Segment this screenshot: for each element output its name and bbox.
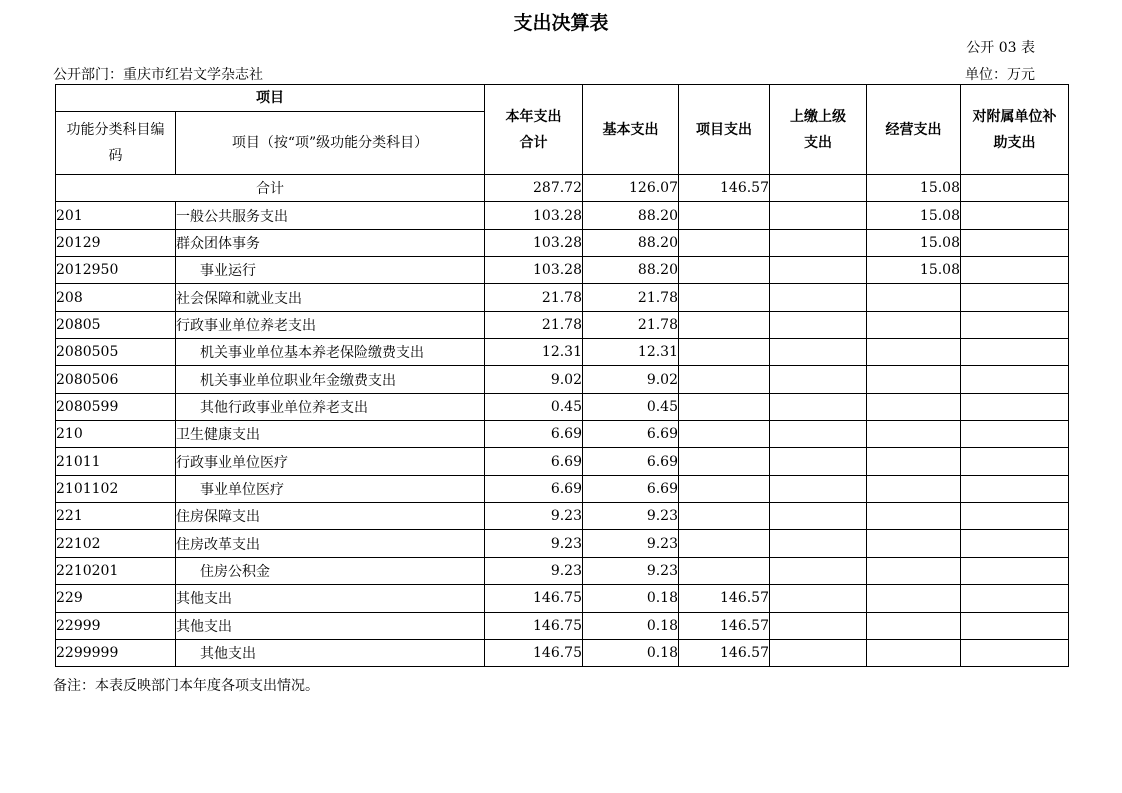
row-total: 103.28 xyxy=(485,202,583,229)
row-project xyxy=(679,311,770,338)
table-row xyxy=(56,257,1069,284)
row-name: 事业单位医疗 xyxy=(176,475,485,502)
form-number: 公开 03 表 xyxy=(966,40,1035,56)
row-name: 机关事业单位基本养老保险缴费支出 xyxy=(176,339,485,366)
row-subsidy xyxy=(961,585,1069,612)
row-name: 群众团体事务 xyxy=(176,229,485,256)
table-row xyxy=(56,366,1069,393)
row-code: 210 xyxy=(56,421,176,448)
row-subsidy xyxy=(961,393,1069,420)
row-project xyxy=(679,448,770,475)
row-total: 146.75 xyxy=(485,639,583,666)
row-upper xyxy=(770,284,867,311)
row-business: 15.08 xyxy=(867,202,961,229)
table-row xyxy=(56,448,1069,475)
row-name: 事业运行 xyxy=(176,257,485,284)
row-project xyxy=(679,202,770,229)
row-basic: 88.20 xyxy=(583,202,679,229)
row-business xyxy=(867,284,961,311)
total-row xyxy=(56,175,1069,202)
row-business xyxy=(867,557,961,584)
row-upper xyxy=(770,530,867,557)
row-business xyxy=(867,448,961,475)
row-name: 住房改革支出 xyxy=(176,530,485,557)
row-name: 行政事业单位养老支出 xyxy=(176,311,485,338)
row-total: 146.75 xyxy=(485,612,583,639)
row-subsidy xyxy=(961,284,1069,311)
row-project: 146.57 xyxy=(679,612,770,639)
row-business xyxy=(867,311,961,338)
row-subsidy xyxy=(961,202,1069,229)
row-project xyxy=(679,393,770,420)
row-project xyxy=(679,503,770,530)
row-business xyxy=(867,585,961,612)
total-basic: 126.07 xyxy=(583,175,679,202)
row-business: 15.08 xyxy=(867,229,961,256)
row-code: 20805 xyxy=(56,311,176,338)
row-code: 2101102 xyxy=(56,475,176,502)
row-basic: 21.78 xyxy=(583,311,679,338)
row-subsidy xyxy=(961,339,1069,366)
row-code: 2012950 xyxy=(56,257,176,284)
row-code: 221 xyxy=(56,503,176,530)
row-name: 机关事业单位职业年金缴费支出 xyxy=(176,366,485,393)
table-row xyxy=(56,339,1069,366)
table-row xyxy=(56,284,1069,311)
row-basic: 6.69 xyxy=(583,475,679,502)
row-project xyxy=(679,339,770,366)
row-basic: 9.23 xyxy=(583,530,679,557)
row-upper xyxy=(770,639,867,666)
row-basic: 6.69 xyxy=(583,421,679,448)
row-upper xyxy=(770,503,867,530)
row-name: 一般公共服务支出 xyxy=(176,202,485,229)
row-basic: 0.18 xyxy=(583,612,679,639)
row-total: 9.02 xyxy=(485,366,583,393)
row-project xyxy=(679,366,770,393)
row-basic: 9.02 xyxy=(583,366,679,393)
header-code: 功能分类科目编码 xyxy=(56,112,176,175)
row-subsidy xyxy=(961,503,1069,530)
row-total: 0.45 xyxy=(485,393,583,420)
row-business xyxy=(867,530,961,557)
row-upper xyxy=(770,339,867,366)
row-upper xyxy=(770,393,867,420)
row-basic: 88.20 xyxy=(583,257,679,284)
row-total: 6.69 xyxy=(485,475,583,502)
row-name: 卫生健康支出 xyxy=(176,421,485,448)
row-basic: 88.20 xyxy=(583,229,679,256)
row-basic: 9.23 xyxy=(583,557,679,584)
table-row xyxy=(56,421,1069,448)
row-code: 2080599 xyxy=(56,393,176,420)
row-upper xyxy=(770,585,867,612)
row-subsidy xyxy=(961,257,1069,284)
row-business xyxy=(867,503,961,530)
row-subsidy xyxy=(961,448,1069,475)
table-row xyxy=(56,503,1069,530)
row-upper xyxy=(770,421,867,448)
header-upper: 上缴上级支出 xyxy=(770,85,867,175)
table-row xyxy=(56,229,1069,256)
header-project: 项目支出 xyxy=(679,85,770,175)
footnote: 备注：本表反映部门本年度各项支出情况。 xyxy=(53,678,319,694)
row-subsidy xyxy=(961,421,1069,448)
row-business: 15.08 xyxy=(867,257,961,284)
header-total: 本年支出合计 xyxy=(485,85,583,175)
row-upper xyxy=(770,475,867,502)
expenditure-table xyxy=(55,84,1069,667)
row-business xyxy=(867,421,961,448)
table-row xyxy=(56,475,1069,502)
row-total: 103.28 xyxy=(485,229,583,256)
row-business xyxy=(867,639,961,666)
row-upper xyxy=(770,229,867,256)
row-name: 住房公积金 xyxy=(176,557,485,584)
row-project: 146.57 xyxy=(679,585,770,612)
row-subsidy xyxy=(961,475,1069,502)
row-business xyxy=(867,612,961,639)
table-row xyxy=(56,612,1069,639)
row-subsidy xyxy=(961,366,1069,393)
row-upper xyxy=(770,612,867,639)
row-name: 其他支出 xyxy=(176,585,485,612)
row-total: 9.23 xyxy=(485,557,583,584)
row-basic: 0.45 xyxy=(583,393,679,420)
row-code: 20129 xyxy=(56,229,176,256)
table-row xyxy=(56,639,1069,666)
row-project xyxy=(679,421,770,448)
row-name: 其他支出 xyxy=(176,639,485,666)
row-basic: 0.18 xyxy=(583,639,679,666)
row-total: 146.75 xyxy=(485,585,583,612)
row-project xyxy=(679,557,770,584)
row-subsidy xyxy=(961,530,1069,557)
row-name: 其他支出 xyxy=(176,612,485,639)
row-subsidy xyxy=(961,229,1069,256)
row-upper xyxy=(770,257,867,284)
row-business xyxy=(867,366,961,393)
header-item-group: 项目 xyxy=(56,85,485,112)
row-upper xyxy=(770,557,867,584)
header-business: 经营支出 xyxy=(867,85,961,175)
row-business xyxy=(867,339,961,366)
row-basic: 9.23 xyxy=(583,503,679,530)
row-project xyxy=(679,475,770,502)
row-total: 21.78 xyxy=(485,311,583,338)
table-row xyxy=(56,530,1069,557)
row-subsidy xyxy=(961,557,1069,584)
row-total: 12.31 xyxy=(485,339,583,366)
total-total: 287.72 xyxy=(485,175,583,202)
row-subsidy xyxy=(961,612,1069,639)
unit-label: 单位：万元 xyxy=(965,67,1035,83)
row-code: 2299999 xyxy=(56,639,176,666)
table-row xyxy=(56,557,1069,584)
row-code: 201 xyxy=(56,202,176,229)
row-name: 行政事业单位医疗 xyxy=(176,448,485,475)
row-total: 6.69 xyxy=(485,448,583,475)
row-business xyxy=(867,393,961,420)
total-business: 15.08 xyxy=(867,175,961,202)
row-upper xyxy=(770,448,867,475)
total-upper xyxy=(770,175,867,202)
row-code: 22102 xyxy=(56,530,176,557)
total-label: 合计 xyxy=(56,175,485,202)
header-name: 项目（按“项”级功能分类科目） xyxy=(176,112,485,175)
row-total: 9.23 xyxy=(485,530,583,557)
row-name: 其他行政事业单位养老支出 xyxy=(176,393,485,420)
row-basic: 21.78 xyxy=(583,284,679,311)
table-row xyxy=(56,311,1069,338)
header-basic: 基本支出 xyxy=(583,85,679,175)
row-subsidy xyxy=(961,311,1069,338)
row-code: 2210201 xyxy=(56,557,176,584)
row-basic: 12.31 xyxy=(583,339,679,366)
row-code: 229 xyxy=(56,585,176,612)
row-upper xyxy=(770,202,867,229)
row-code: 2080505 xyxy=(56,339,176,366)
row-code: 21011 xyxy=(56,448,176,475)
row-upper xyxy=(770,311,867,338)
table-row xyxy=(56,585,1069,612)
row-project xyxy=(679,530,770,557)
row-project xyxy=(679,284,770,311)
row-total: 103.28 xyxy=(485,257,583,284)
row-upper xyxy=(770,366,867,393)
row-basic: 6.69 xyxy=(583,448,679,475)
row-code: 2080506 xyxy=(56,366,176,393)
row-project xyxy=(679,257,770,284)
header-subsidy: 对附属单位补助支出 xyxy=(961,85,1069,175)
table-row xyxy=(56,202,1069,229)
row-project: 146.57 xyxy=(679,639,770,666)
row-name: 社会保障和就业支出 xyxy=(176,284,485,311)
row-project xyxy=(679,229,770,256)
total-project: 146.57 xyxy=(679,175,770,202)
row-code: 208 xyxy=(56,284,176,311)
row-total: 6.69 xyxy=(485,421,583,448)
table-row xyxy=(56,393,1069,420)
row-business xyxy=(867,475,961,502)
total-subsidy xyxy=(961,175,1069,202)
row-total: 21.78 xyxy=(485,284,583,311)
row-name: 住房保障支出 xyxy=(176,503,485,530)
row-basic: 0.18 xyxy=(583,585,679,612)
row-subsidy xyxy=(961,639,1069,666)
department-label: 公开部门：重庆市红岩文学杂志社 xyxy=(53,67,263,83)
row-code: 22999 xyxy=(56,612,176,639)
page-title: 支出决算表 xyxy=(513,12,609,34)
row-total: 9.23 xyxy=(485,503,583,530)
